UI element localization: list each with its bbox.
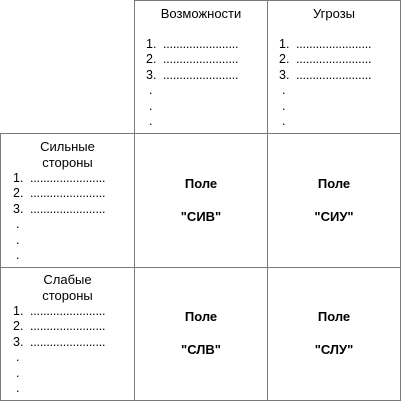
list-item: 3. ....................... [146,67,239,82]
list-item: 2. ....................... [13,186,106,201]
column-title: Возможности [160,6,242,21]
column-header-threats [268,6,400,21]
ellipsis-dot: . [16,232,20,247]
list-item: 2. ....................... [146,52,239,67]
field-title: Поле [317,176,351,191]
list-item: 2. ....................... [13,319,106,334]
column-header-opportunities [135,6,267,21]
ellipsis-dot: . [16,350,20,365]
ellipsis-dot: . [149,113,153,128]
ellipsis-dot: . [16,380,20,395]
grid-line-row-3 [0,267,401,268]
field-code: "СЛУ" [314,342,354,357]
list-item: 2. ....................... [279,52,372,67]
field-code: "СИУ" [314,209,354,224]
row-title-line: Сильные [40,139,95,154]
list-item: 1. ....................... [146,37,239,51]
ellipsis-dot: . [16,247,20,262]
field-title: Поле [184,176,218,191]
opportunities-list [146,37,238,129]
row-header-strengths [1,139,134,171]
field-slv [135,309,267,357]
list-item: 3. ....................... [13,334,106,349]
threats-list [279,37,371,129]
ellipsis-dot: . [282,98,286,113]
field-slu [268,309,400,357]
strengths-list [13,171,105,263]
ellipsis-dot: . [149,83,153,98]
row-title-line: Слабые [43,272,92,287]
row-title-line: стороны [42,288,93,303]
ellipsis-dot: . [149,98,153,113]
weaknesses-list [13,304,105,396]
grid-line-row-1 [134,0,401,1]
list-item: 3. ....................... [279,67,372,82]
row-title-line: стороны [42,155,93,170]
field-code: "СИВ" [180,209,222,224]
ellipsis-dot: . [16,217,20,232]
field-siv [135,176,267,224]
field-title: Поле [317,309,351,324]
ellipsis-dot: . [282,113,286,128]
ellipsis-dot: . [16,365,20,380]
grid-line-left [0,133,1,401]
grid-line-row-2 [0,133,401,134]
list-item: 1. ....................... [13,171,106,185]
list-item: 3. ....................... [13,201,106,216]
field-title: Поле [184,309,218,324]
list-item: 1. ....................... [13,304,106,318]
column-title: Угрозы [312,6,356,21]
ellipsis-dot: . [282,83,286,98]
field-siu [268,176,400,224]
list-item: 1. ....................... [279,37,372,51]
field-code: "СЛВ" [181,342,221,357]
row-header-weaknesses [1,272,134,304]
